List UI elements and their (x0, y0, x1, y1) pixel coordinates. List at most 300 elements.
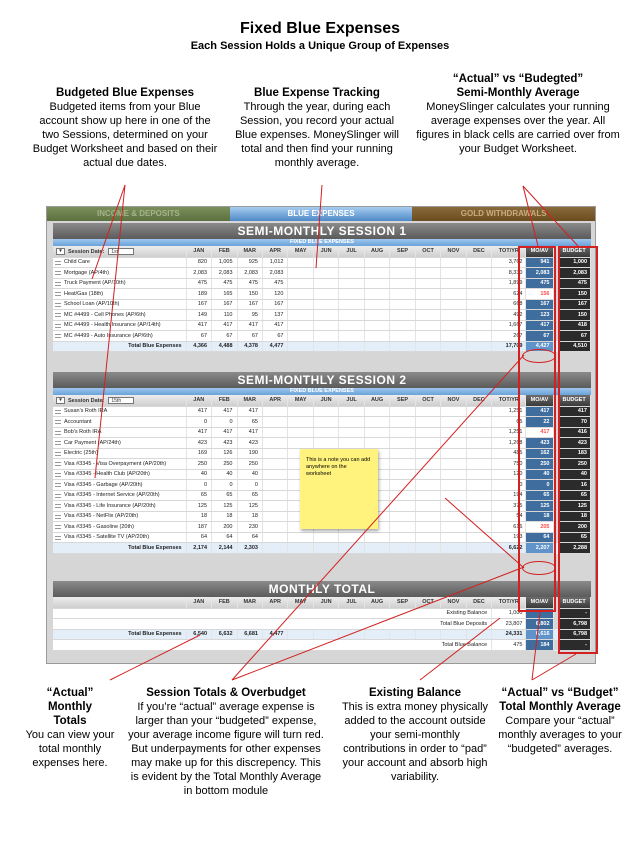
month-cell[interactable] (313, 532, 338, 543)
month-cell[interactable] (339, 310, 364, 321)
month-cell[interactable] (313, 278, 338, 289)
month-cell[interactable] (415, 417, 440, 428)
month-header: MAR (237, 395, 262, 406)
month-cell[interactable] (441, 417, 466, 428)
total-month-cell (390, 543, 415, 554)
month-cell[interactable] (466, 299, 491, 310)
month-cell[interactable]: 417 (212, 406, 237, 417)
month-cell[interactable] (441, 511, 466, 522)
expense-name[interactable] (53, 480, 186, 491)
expense-name[interactable] (53, 406, 186, 417)
month-cell[interactable] (441, 448, 466, 459)
month-cell[interactable] (364, 320, 389, 331)
month-cell[interactable]: 475 (262, 278, 287, 289)
month-cell[interactable]: 190 (237, 448, 262, 459)
month-cell[interactable] (466, 417, 491, 428)
month-cell[interactable] (390, 459, 415, 470)
tab-gold-withdrawals[interactable]: GOLD WITHDRAWALS (412, 207, 595, 221)
month-header: JAN (186, 246, 211, 257)
month-cell[interactable] (466, 331, 491, 342)
month-cell[interactable] (288, 532, 313, 543)
month-cell[interactable] (364, 406, 389, 417)
month-cell[interactable] (262, 469, 287, 480)
drag-handle-icon[interactable] (55, 483, 61, 487)
month-cell[interactable] (262, 438, 287, 449)
month-cell[interactable] (339, 331, 364, 342)
month-cell[interactable] (441, 438, 466, 449)
month-cell[interactable]: 40 (212, 469, 237, 480)
month-cell[interactable] (390, 469, 415, 480)
month-cell[interactable] (339, 427, 364, 438)
drag-handle-icon[interactable] (55, 334, 61, 338)
month-cell[interactable]: 67 (212, 331, 237, 342)
month-cell[interactable]: 167 (237, 299, 262, 310)
month-cell[interactable]: 40 (237, 469, 262, 480)
month-cell[interactable] (441, 278, 466, 289)
month-cell[interactable] (364, 310, 389, 321)
month-cell[interactable] (313, 310, 338, 321)
expense-name[interactable] (53, 268, 186, 279)
total-month-cell (441, 629, 466, 640)
month-cell[interactable]: 137 (262, 310, 287, 321)
month-cell[interactable] (415, 299, 440, 310)
month-header: FEB (212, 246, 237, 257)
month-cell[interactable]: 67 (237, 331, 262, 342)
month-cell[interactable] (339, 289, 364, 300)
month-cell[interactable]: 120 (262, 289, 287, 300)
month-cell[interactable]: 0 (186, 480, 211, 491)
month-cell[interactable] (466, 310, 491, 321)
month-cell[interactable]: 230 (237, 522, 262, 533)
expense-label: Visa #3345 - Life Insurance (AP/20th) (64, 502, 156, 509)
month-cell[interactable]: 65 (212, 490, 237, 501)
month-cell[interactable] (262, 427, 287, 438)
expense-name[interactable] (53, 320, 186, 331)
month-cell[interactable] (339, 532, 364, 543)
month-cell[interactable] (288, 278, 313, 289)
month-cell[interactable] (466, 406, 491, 417)
expense-name[interactable] (53, 501, 186, 512)
month-cell[interactable]: 18 (212, 511, 237, 522)
expense-name[interactable] (53, 532, 186, 543)
month-cell[interactable] (441, 427, 466, 438)
drag-handle-icon[interactable] (55, 462, 61, 466)
month-cell[interactable] (390, 438, 415, 449)
month-cell[interactable] (390, 331, 415, 342)
callout-heading: “Actual” vs “Budget” Total Monthly Average (499, 687, 621, 713)
month-cell[interactable]: 67 (186, 331, 211, 342)
month-cell[interactable]: 417 (237, 320, 262, 331)
month-cell[interactable] (466, 268, 491, 279)
month-cell[interactable]: 417 (212, 320, 237, 331)
month-cell[interactable] (364, 532, 389, 543)
month-cell[interactable] (288, 299, 313, 310)
session-1-module (53, 223, 591, 352)
month-cell[interactable]: 187 (186, 522, 211, 533)
month-cell[interactable] (441, 331, 466, 342)
moav-cell: 0 (526, 480, 553, 491)
month-cell[interactable] (339, 268, 364, 279)
month-cell[interactable] (262, 448, 287, 459)
month-cell[interactable] (466, 480, 491, 491)
month-cell[interactable] (390, 511, 415, 522)
month-cell[interactable]: 417 (262, 320, 287, 331)
month-cell[interactable] (262, 511, 287, 522)
month-cell[interactable] (288, 417, 313, 428)
month-cell[interactable] (313, 268, 338, 279)
month-cell[interactable] (466, 289, 491, 300)
budget-cell: 6,798 (558, 619, 590, 630)
month-cell[interactable] (466, 278, 491, 289)
month-cell[interactable]: 0 (212, 480, 237, 491)
expense-name[interactable] (53, 448, 186, 459)
month-cell[interactable] (466, 438, 491, 449)
month-cell[interactable]: 475 (212, 278, 237, 289)
month-cell[interactable] (364, 257, 389, 268)
month-cell[interactable]: 67 (262, 331, 287, 342)
expense-name[interactable] (53, 427, 186, 438)
month-cell[interactable] (390, 480, 415, 491)
drag-handle-icon[interactable] (55, 515, 61, 519)
month-cell[interactable] (415, 448, 440, 459)
month-cell[interactable]: 2,083 (237, 268, 262, 279)
month-header: JUN (313, 395, 338, 406)
drag-handle-icon[interactable] (55, 473, 61, 477)
expense-name[interactable] (53, 310, 186, 321)
month-cell[interactable]: 167 (186, 299, 211, 310)
month-cell[interactable] (364, 278, 389, 289)
month-cell[interactable] (288, 438, 313, 449)
month-cell[interactable] (441, 257, 466, 268)
month-cell[interactable]: 2,083 (262, 268, 287, 279)
month-cell[interactable] (415, 310, 440, 321)
drag-handle-icon[interactable] (55, 271, 61, 275)
month-cell[interactable] (262, 480, 287, 491)
total-month-cell (288, 629, 313, 640)
month-cell[interactable]: 417 (186, 427, 211, 438)
month-cell[interactable]: 417 (186, 320, 211, 331)
month-cell[interactable] (390, 427, 415, 438)
expense-name[interactable] (53, 469, 186, 480)
month-cell[interactable] (466, 257, 491, 268)
month-cell[interactable] (415, 268, 440, 279)
expense-name[interactable] (53, 278, 186, 289)
month-cell[interactable]: 149 (186, 310, 211, 321)
month-cell[interactable] (466, 320, 491, 331)
drag-handle-icon[interactable] (55, 410, 61, 414)
sticky-note[interactable]: This is a note you can add anywhere on the worksheet (300, 449, 378, 529)
month-cell[interactable]: 423 (212, 438, 237, 449)
month-cell[interactable]: 165 (212, 289, 237, 300)
total-totyr-cell: 17,709 (492, 341, 526, 352)
table-row (53, 331, 591, 342)
month-cell[interactable]: 18 (237, 511, 262, 522)
moav-cell: 423 (526, 438, 553, 449)
month-cell[interactable] (390, 320, 415, 331)
month-cell[interactable] (466, 448, 491, 459)
month-cell[interactable] (390, 448, 415, 459)
session-1-subtitle: FIXED BLUE EXPENSES (53, 239, 591, 246)
month-cell[interactable] (466, 469, 491, 480)
month-cell[interactable] (390, 257, 415, 268)
month-cell[interactable] (441, 522, 466, 533)
month-cell[interactable] (262, 417, 287, 428)
month-cell[interactable] (415, 532, 440, 543)
month-cell[interactable] (415, 459, 440, 470)
month-cell[interactable] (441, 490, 466, 501)
month-cell[interactable] (415, 331, 440, 342)
month-cell[interactable] (441, 469, 466, 480)
month-cell[interactable] (466, 490, 491, 501)
session-date-select[interactable]: 15th (108, 397, 134, 404)
drag-handle-icon[interactable] (55, 525, 61, 529)
month-cell[interactable] (364, 427, 389, 438)
month-header: JUL (339, 246, 364, 257)
month-cell[interactable]: 1,012 (262, 257, 287, 268)
month-cell[interactable] (390, 522, 415, 533)
month-cell[interactable] (466, 501, 491, 512)
drag-handle-icon[interactable] (55, 420, 61, 424)
month-cell[interactable]: 125 (186, 501, 211, 512)
month-cell[interactable]: 167 (262, 299, 287, 310)
month-cell[interactable] (313, 289, 338, 300)
month-cell[interactable]: 0 (186, 417, 211, 428)
month-cell[interactable]: 110 (212, 310, 237, 321)
chevron-down-icon[interactable]: ▾ (56, 248, 65, 255)
month-cell[interactable] (262, 490, 287, 501)
chevron-down-icon[interactable]: ▾ (56, 397, 65, 404)
month-cell[interactable] (415, 511, 440, 522)
month-cell[interactable] (288, 310, 313, 321)
month-cell[interactable]: 64 (237, 532, 262, 543)
month-cell[interactable] (262, 532, 287, 543)
month-cell[interactable]: 125 (212, 501, 237, 512)
month-cell[interactable] (441, 480, 466, 491)
month-cell[interactable]: 95 (237, 310, 262, 321)
drag-handle-icon[interactable] (55, 292, 61, 296)
month-cell[interactable]: 417 (237, 427, 262, 438)
month-cell[interactable]: 65 (237, 417, 262, 428)
month-cell[interactable]: 150 (237, 289, 262, 300)
month-cell[interactable]: 64 (186, 532, 211, 543)
month-cell[interactable] (441, 501, 466, 512)
month-cell[interactable] (415, 320, 440, 331)
month-cell[interactable]: 417 (186, 406, 211, 417)
expense-name[interactable] (53, 438, 186, 449)
month-cell[interactable]: 475 (237, 278, 262, 289)
month-cell[interactable] (288, 268, 313, 279)
drag-handle-icon[interactable] (55, 431, 61, 435)
drag-handle-icon[interactable] (55, 494, 61, 498)
drag-handle-icon[interactable] (55, 504, 61, 508)
month-cell[interactable]: 167 (212, 299, 237, 310)
month-cell[interactable] (441, 310, 466, 321)
month-cell[interactable]: 1,005 (212, 257, 237, 268)
month-cell[interactable]: 0 (237, 480, 262, 491)
month-cell[interactable] (415, 427, 440, 438)
month-cell[interactable]: 2,083 (212, 268, 237, 279)
month-cell[interactable] (313, 257, 338, 268)
month-cell[interactable] (390, 310, 415, 321)
month-cell[interactable] (415, 490, 440, 501)
month-cell[interactable]: 65 (186, 490, 211, 501)
expense-label: Visa #3345 - Satellite TV (AP/20th) (64, 534, 150, 541)
expense-name[interactable] (53, 289, 186, 300)
month-cell[interactable] (415, 501, 440, 512)
month-cell[interactable] (441, 268, 466, 279)
month-cell[interactable] (339, 278, 364, 289)
month-cell[interactable]: 417 (212, 427, 237, 438)
expense-name[interactable] (53, 331, 186, 342)
month-cell[interactable]: 0 (212, 417, 237, 428)
month-cell[interactable] (441, 289, 466, 300)
month-cell[interactable] (313, 406, 338, 417)
month-cell[interactable] (288, 331, 313, 342)
month-cell[interactable] (466, 532, 491, 543)
month-cell[interactable]: 169 (186, 448, 211, 459)
month-cell[interactable] (415, 480, 440, 491)
totyr-cell: 616 (492, 522, 526, 533)
month-cell[interactable] (390, 268, 415, 279)
expense-name[interactable] (53, 490, 186, 501)
totyr-cell: 475 (492, 640, 526, 651)
month-cell[interactable] (339, 438, 364, 449)
drag-handle-icon[interactable] (55, 536, 61, 540)
month-cell[interactable]: 417 (237, 406, 262, 417)
month-cell[interactable]: 64 (212, 532, 237, 543)
month-cell[interactable] (466, 427, 491, 438)
month-cell[interactable] (390, 299, 415, 310)
budget-cell: - (558, 608, 590, 619)
total-month-cell: 2,174 (186, 543, 211, 554)
month-cell[interactable] (262, 522, 287, 533)
month-cell[interactable] (441, 532, 466, 543)
month-cell[interactable] (466, 459, 491, 470)
expense-name[interactable] (53, 459, 186, 470)
month-cell[interactable] (364, 438, 389, 449)
drag-handle-icon[interactable] (55, 324, 61, 328)
drag-handle-icon[interactable] (55, 313, 61, 317)
monthly-total-title: MONTHLY TOTAL (53, 581, 591, 597)
drag-handle-icon[interactable] (55, 303, 61, 307)
month-cell[interactable]: 125 (237, 501, 262, 512)
drag-handle-icon[interactable] (55, 261, 61, 265)
month-cell[interactable] (390, 289, 415, 300)
month-cell[interactable] (390, 278, 415, 289)
month-cell[interactable] (466, 522, 491, 533)
drag-handle-icon[interactable] (55, 441, 61, 445)
total-budget-cell: 2,288 (558, 543, 590, 554)
month-cell[interactable] (415, 257, 440, 268)
totyr-cell: 8,330 (492, 268, 526, 279)
month-cell[interactable] (262, 459, 287, 470)
month-cell[interactable] (262, 501, 287, 512)
month-header: AUG (364, 597, 389, 608)
month-cell[interactable] (262, 406, 287, 417)
month-cell[interactable] (415, 469, 440, 480)
month-cell[interactable]: 200 (212, 522, 237, 533)
month-cell[interactable] (390, 406, 415, 417)
month-cell[interactable] (415, 406, 440, 417)
month-cell[interactable]: 925 (237, 257, 262, 268)
month-cell[interactable] (466, 511, 491, 522)
drag-handle-icon[interactable] (55, 452, 61, 456)
month-cell[interactable] (339, 320, 364, 331)
budget-cell: 67 (558, 331, 590, 342)
expense-name[interactable] (53, 522, 186, 533)
month-cell[interactable]: 475 (186, 278, 211, 289)
month-cell[interactable] (364, 331, 389, 342)
month-cell[interactable] (288, 320, 313, 331)
month-cell[interactable] (441, 299, 466, 310)
month-cell[interactable] (390, 501, 415, 512)
month-cell[interactable] (313, 299, 338, 310)
month-cell[interactable] (313, 427, 338, 438)
month-cell[interactable] (313, 331, 338, 342)
month-cell[interactable] (415, 522, 440, 533)
budget-cell: 150 (558, 289, 590, 300)
month-cell[interactable] (415, 278, 440, 289)
month-cell[interactable] (441, 320, 466, 331)
month-cell[interactable] (288, 427, 313, 438)
month-cell[interactable]: 250 (237, 459, 262, 470)
month-cell[interactable] (288, 289, 313, 300)
expense-name[interactable] (53, 257, 186, 268)
drag-handle-icon[interactable] (55, 282, 61, 286)
month-cell[interactable] (415, 438, 440, 449)
expense-name[interactable] (53, 417, 186, 428)
month-cell[interactable]: 820 (186, 257, 211, 268)
month-cell[interactable] (415, 289, 440, 300)
month-cell[interactable] (339, 406, 364, 417)
tab-blue-expenses[interactable]: BLUE EXPENSES (230, 207, 413, 221)
month-cell[interactable] (390, 417, 415, 428)
month-cell[interactable]: 250 (212, 459, 237, 470)
month-cell[interactable] (441, 459, 466, 470)
session-date-select[interactable]: 1st (108, 248, 134, 255)
month-cell[interactable] (390, 532, 415, 543)
month-cell[interactable] (390, 490, 415, 501)
month-cell[interactable]: 189 (186, 289, 211, 300)
month-cell[interactable] (339, 417, 364, 428)
month-cell[interactable]: 250 (186, 459, 211, 470)
expense-name[interactable] (53, 511, 186, 522)
month-cell[interactable]: 423 (186, 438, 211, 449)
month-cell[interactable] (441, 406, 466, 417)
month-cell[interactable] (364, 299, 389, 310)
month-cell[interactable] (364, 268, 389, 279)
month-cell[interactable]: 126 (212, 448, 237, 459)
month-cell[interactable]: 65 (237, 490, 262, 501)
month-cell[interactable] (364, 417, 389, 428)
month-cell[interactable] (339, 299, 364, 310)
table-row (53, 289, 591, 300)
month-cell[interactable] (364, 289, 389, 300)
month-cell[interactable]: 40 (186, 469, 211, 480)
month-cell[interactable]: 18 (186, 511, 211, 522)
expense-name[interactable] (53, 299, 186, 310)
month-cell[interactable] (339, 257, 364, 268)
tab-income[interactable]: INCOME & DEPOSITS (47, 207, 230, 221)
totyr-cell: 267 (492, 331, 526, 342)
month-cell[interactable] (313, 320, 338, 331)
month-cell[interactable]: 2,083 (186, 268, 211, 279)
month-cell[interactable] (288, 257, 313, 268)
month-cell[interactable]: 423 (237, 438, 262, 449)
month-cell[interactable] (313, 417, 338, 428)
month-cell[interactable] (313, 438, 338, 449)
month-cell[interactable] (288, 406, 313, 417)
